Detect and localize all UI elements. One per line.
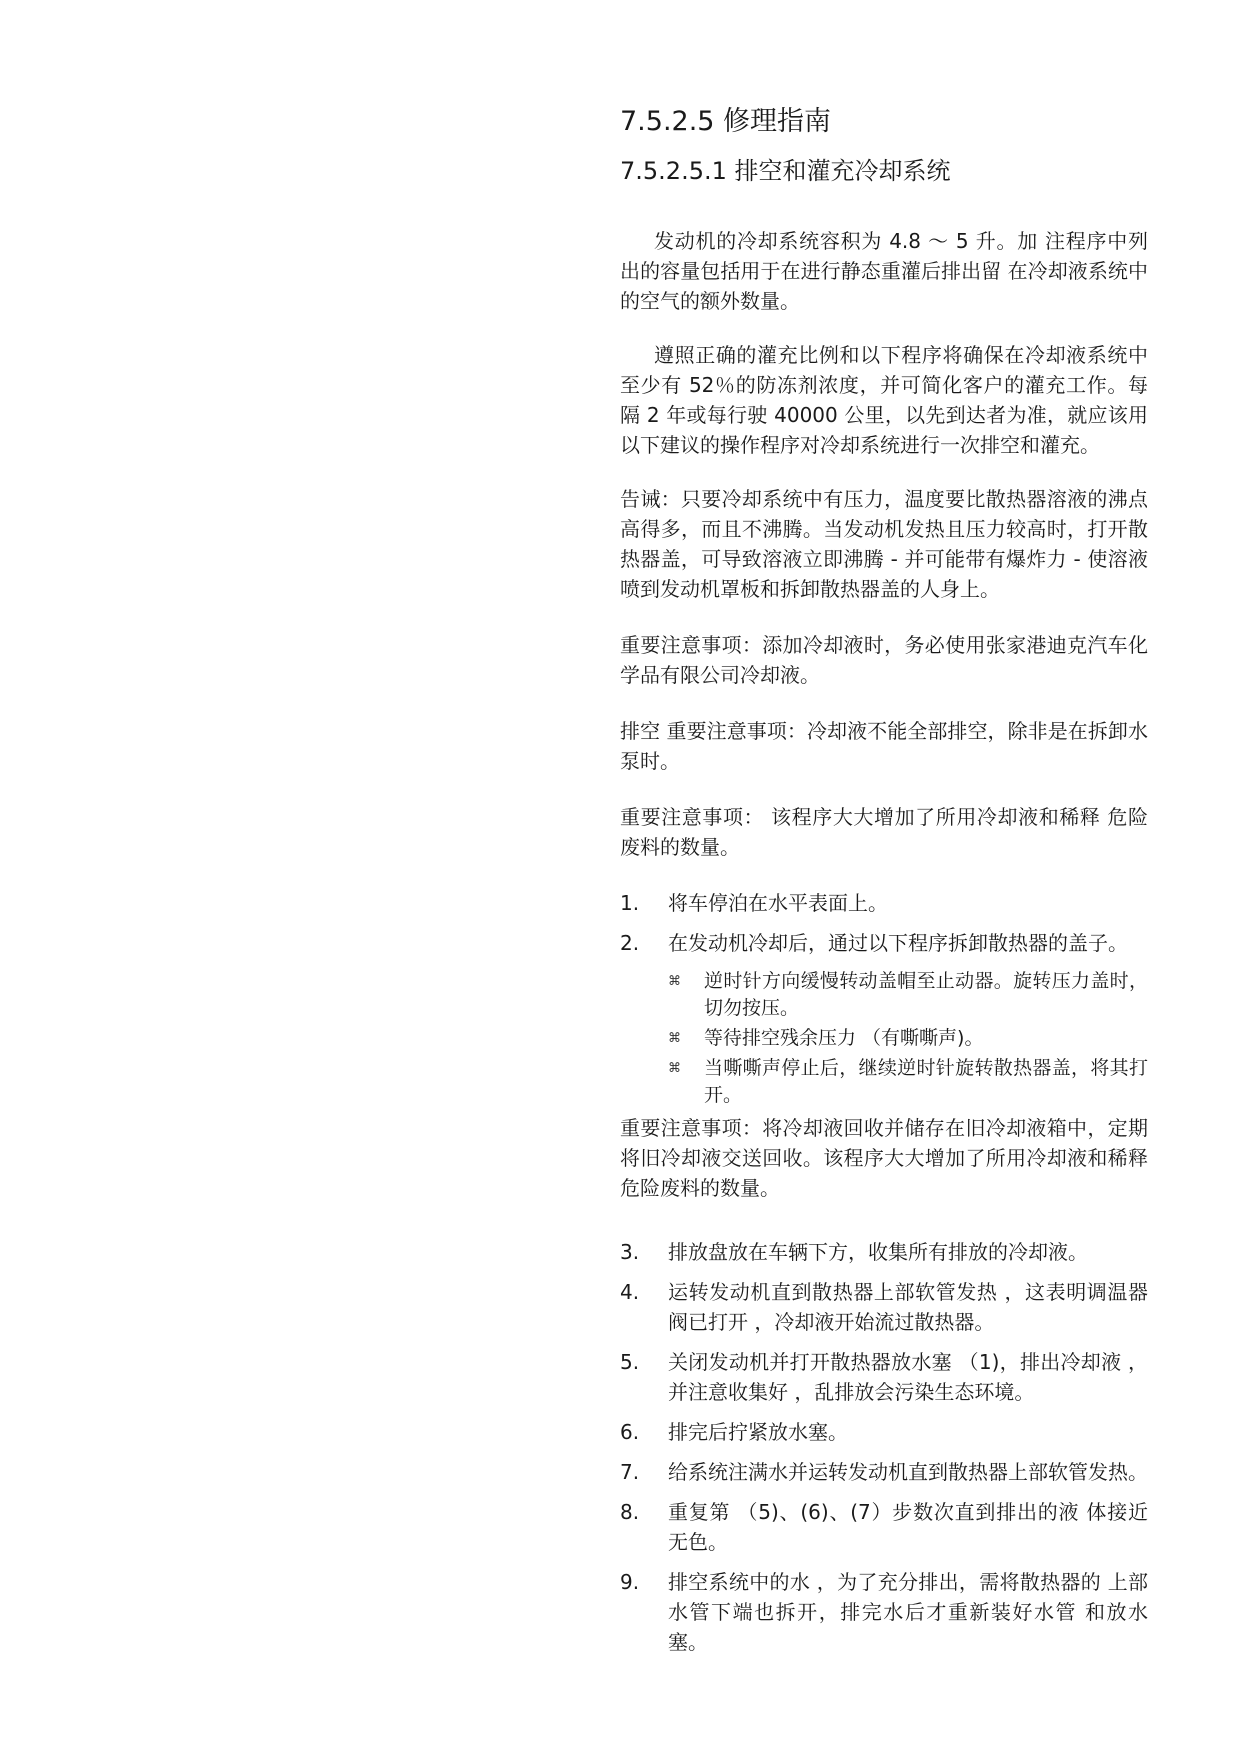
step-number: 2.	[620, 931, 640, 955]
step-item	[620, 1567, 1148, 1657]
step-text: 关闭发动机并打开散热器放水塞 （1)，排出冷却液 ，并注意收集好 ，乱排放会污染生态环境。	[668, 1350, 1148, 1404]
step-item	[620, 1237, 1148, 1267]
step-text: 给系统注满水并运转发动机直到散热器上部软管发热。	[668, 1460, 1148, 1484]
step-number: 1.	[620, 891, 640, 915]
antifreeze-paragraph: 遵照正确的灌充比例和以下程序将确保在冷却液系统中 至少有 52％的防冻剂浓度，并可简化客户的灌充工作。每隔 2 年或每行驶 40000 公里，以先到达者为准，就应该用以下建议的操作程序对冷却系统进行一次排空和灌充。	[620, 343, 1148, 457]
step-number: 8.	[620, 1500, 640, 1524]
step-number: 4.	[620, 1280, 640, 1304]
command-bullet-icon: ⌘	[668, 1031, 681, 1046]
sub-step-text: 等待排空残余压力 （有嘶嘶声)。	[704, 1027, 984, 1049]
step-text: 将车停泊在水平表面上。	[668, 891, 888, 915]
step-item	[620, 888, 1148, 918]
step-text: 排完后拧紧放水塞。	[668, 1420, 848, 1444]
sub-steps-list	[668, 968, 1148, 1109]
step-number: 7.	[620, 1460, 640, 1484]
step-item	[620, 1347, 1148, 1407]
sub-step-item	[668, 968, 1148, 1022]
important-note-drain: 排空 重要注意事项：冷却液不能全部排空，除非是在拆卸水泵时。	[620, 719, 1148, 773]
sub-step-item	[668, 1025, 1148, 1052]
section-title: 7.5.2.5 修理指南	[620, 106, 832, 137]
command-bullet-icon: ⌘	[668, 1061, 681, 1076]
recycling-note: 重要注意事项：将冷却液回收并储存在旧冷却液箱中，定期将旧冷却液交送回收。该程序大大增加了所用冷却液和稀释危险废料的数量。	[620, 1116, 1148, 1200]
step-text: 排放盘放在车辆下方，收集所有排放的冷却液。	[668, 1240, 1088, 1264]
step-text: 在发动机冷却后，通过以下程序拆卸散热器的盖子。	[668, 931, 1128, 955]
content-column	[620, 100, 1148, 1667]
sub-step-text: 当嘶嘶声停止后，继续逆时针旋转散热器盖，将其打开。	[704, 1057, 1148, 1106]
caution-paragraph: 告诫：只要冷却系统中有压力，温度要比散热器溶液的沸点高得多，而且不沸腾。当发动机发热且压力较高时，打开散热器盖，可导致溶液立即沸腾 - 并可能带有爆炸力 - 使溶液喷到发动机罩板和拆卸散热器盖的人身上。	[620, 487, 1148, 601]
step-item	[620, 1457, 1148, 1487]
command-bullet-icon: ⌘	[668, 974, 681, 989]
steps-list-b	[620, 1237, 1148, 1657]
important-note-coolant: 重要注意事项：添加冷却液时，务必使用张家港迪克汽车化学品有限公司冷却液。	[620, 633, 1148, 687]
steps-list-a	[620, 888, 1148, 958]
step-text: 重复第 （5)、(6)、(7）步数次直到排出的液 体接近无色。	[668, 1500, 1148, 1554]
step-text: 运转发动机直到散热器上部软管发热 ，这表明调温器阀已打开 ，冷却液开始流过散热器。	[668, 1280, 1148, 1334]
step-item	[620, 1277, 1148, 1337]
intro-paragraph: 发动机的冷却系统容积为 4.8 ～ 5 升。加 注程序中列出的容量包括用于在进行静态重灌后排出留 在冷却液系统中的空气的额外数量。	[620, 229, 1148, 313]
step-number: 6.	[620, 1420, 640, 1444]
step-text: 排空系统中的水 ，为了充分排出，需将散热器的 上部水管下端也拆开，排完水后才重新装好水管 和放水塞。	[668, 1570, 1148, 1654]
sub-step-item	[668, 1055, 1148, 1109]
subsection-title: 7.5.2.5.1 排空和灌充冷却系统	[620, 157, 951, 185]
step-item	[620, 1497, 1148, 1557]
step-number: 9.	[620, 1570, 640, 1594]
important-note-waste: 重要注意事项： 该程序大大增加了所用冷却液和稀释 危险废料的数量。	[620, 805, 1148, 859]
step-number: 3.	[620, 1240, 640, 1264]
step-number: 5.	[620, 1350, 640, 1374]
step-item	[620, 1417, 1148, 1447]
sub-step-text: 逆时针方向缓慢转动盖帽至止动器。旋转压力盖时，切勿按压。	[704, 970, 1148, 1019]
step-item	[620, 928, 1148, 958]
